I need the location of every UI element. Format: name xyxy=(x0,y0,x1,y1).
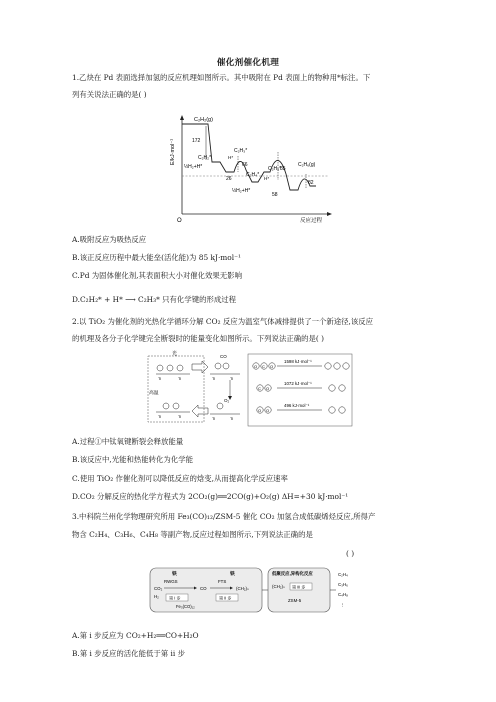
bond-energy-496: 496 kJ·mol⁻¹ xyxy=(284,403,310,408)
label-h-star: H* xyxy=(228,155,234,160)
rwgs-label: RWGS xyxy=(164,579,178,584)
product-c3h6: C₃H₆ xyxy=(338,582,348,587)
co-label: CO xyxy=(200,586,207,591)
label-c2h5-ads: C₂H₅* xyxy=(268,166,282,172)
h2-label: H₂ xyxy=(154,594,159,599)
y-axis-label: E/kJ·mol⁻¹ xyxy=(170,138,176,166)
label-66: 66 xyxy=(242,162,248,168)
label-half-h2-2: ½H₂+H* xyxy=(232,188,251,194)
q1-option-d xyxy=(72,294,236,305)
q2-option-a: A.过程①中钛氧键断裂会释放能量 xyxy=(72,437,184,446)
product-c2h4: C₂H₄ xyxy=(338,572,348,577)
label-85: 85 xyxy=(280,166,286,172)
bond-energy-1598: 1598 kJ·mol⁻¹ xyxy=(284,359,312,364)
label-58: 58 xyxy=(272,192,278,198)
svg-text:CO: CO xyxy=(220,354,227,359)
step-1-arrow xyxy=(192,361,208,373)
zsm5-label: ZSM-5 xyxy=(288,598,302,603)
svg-text:Ti: Ti xyxy=(212,376,216,381)
label-c2h2-ads: C₂H₂* xyxy=(198,155,212,161)
q1-option-a: A.吸附反应为吸热反应 xyxy=(72,235,147,244)
q1-option-b: B.该正反应历程中最大能垒(活化能)为 85 kJ·mol⁻¹ xyxy=(72,253,241,262)
q1-stem-line-1: 1.乙炔在 Pd 表面选择加氢的反应机理如图所示。其中吸附在 Pd 表面上的物种用*标注。下 xyxy=(72,73,371,82)
q2-option-b: B.该反应中,光能和热能转化为化学能 xyxy=(72,455,193,464)
q3-stem-line-3: ( ) xyxy=(346,549,355,558)
origin-label: O xyxy=(177,218,182,224)
svg-text:Ti: Ti xyxy=(158,376,162,381)
q2-stem-line-2: 的机理及各分子化学键完全断裂时的能量变化如图所示。下列说法正确的是( ) xyxy=(72,334,325,343)
svg-text:Ti: Ti xyxy=(178,414,182,419)
bond-energy-1072: 1072 kJ·mol⁻¹ xyxy=(284,381,312,386)
svg-text:O: O xyxy=(266,408,270,413)
q1-option-c: C.Pd 为固体催化剂,其表面积大小对催化效果无影响 xyxy=(72,271,242,280)
fts-label: FTS xyxy=(218,579,227,584)
step-iii-label: 第 iii 步 xyxy=(292,584,306,590)
label-82: 82 xyxy=(308,180,314,186)
label-172: 172 xyxy=(192,138,201,144)
label-c2h4-ads: C₂H₄* xyxy=(246,172,260,178)
q2-mechanism-diagram xyxy=(146,350,356,430)
x-axis-arrow xyxy=(327,212,332,216)
q1-stem-line-2: 列有关说法正确的是( ) xyxy=(72,90,147,99)
q2-stem-line-1: 2.以 TiO₂ 为催化剂的光热化学循环分解 CO₂ 反应为温室气体减排提供了一个新途径,该反应 xyxy=(72,317,374,326)
step-ii-label: 第 ii 步 xyxy=(219,595,232,601)
label-c2h6-gas: C₂H₆(g) xyxy=(298,162,316,168)
q3-option-a: A.第 i 步反应为 CO₂+H₂══CO+H₂O xyxy=(72,631,199,640)
label-h-star-2: H* xyxy=(264,176,270,181)
bond-o2 xyxy=(257,403,345,413)
product-c4h8: C₄H₈ xyxy=(338,592,348,597)
svg-text:Ti: Ti xyxy=(158,414,162,419)
bond-co2 xyxy=(253,359,349,369)
co2-label: CO₂ xyxy=(154,586,163,591)
svg-text:Ti: Ti xyxy=(212,416,216,421)
label-c2h3-ads: C₂H₃* xyxy=(234,148,248,154)
svg-text:C: C xyxy=(258,386,261,391)
q3-option-b: B.第 i 步反应的活化能低于第 ii 步 xyxy=(72,649,185,658)
ti-o-lattice-right xyxy=(210,354,240,381)
high-temp-label: 高温 xyxy=(149,391,159,396)
fe-catalyst-label: Fe₃(CO)₁₂ xyxy=(176,604,195,609)
svg-text:C: C xyxy=(262,364,265,369)
page-title: 催化剂催化机理 xyxy=(216,58,280,68)
y-axis-arrow xyxy=(180,115,184,120)
q3-stem-line-2: 物含 C₂H₄、C₃H₆、C₄H₈ 等副产物,反应过程如图所示,下列说法正确的是 xyxy=(72,530,313,539)
box2-title: 铁 xyxy=(230,572,235,577)
svg-text:O: O xyxy=(254,364,258,369)
q1-energy-diagram xyxy=(168,114,338,226)
svg-text:Ti: Ti xyxy=(230,416,234,421)
ch2-label: (CH₂)ₙ xyxy=(236,586,249,591)
step-i-label: 第 i 步 xyxy=(169,595,181,601)
svg-text:O: O xyxy=(270,364,274,369)
x-axis-label: 反应过程 xyxy=(300,218,323,224)
svg-text:Ti: Ti xyxy=(230,376,234,381)
bond-co xyxy=(257,381,345,391)
label-half-h2: ½H₂+H* xyxy=(184,164,203,170)
svg-text:O: O xyxy=(258,408,262,413)
svg-text:Ti: Ti xyxy=(178,376,182,381)
label-c2h2-gas: C₂H₂(g) xyxy=(194,117,213,123)
ti-o-lattice-top xyxy=(156,365,190,381)
svg-text:O: O xyxy=(266,386,270,391)
svg-text:O₂: O₂ xyxy=(224,398,230,403)
product-more: ⋮ xyxy=(340,602,345,607)
ti-o-lattice-lower-right xyxy=(210,398,240,421)
box3-title: 低聚反应,异构化反应 xyxy=(272,571,313,576)
step-3-arrow xyxy=(192,405,208,417)
ti-o-lattice-bottom xyxy=(156,403,190,419)
q3-stem-line-1: 3.中科院兰州化学物理研究所用 Fe₃(CO)₁₂/ZSM-5 催化 CO₂ 加氢合成低碳烯烃反应,所得产 xyxy=(72,512,376,521)
q1-option-d-text: 只有化学键的形成过程 xyxy=(162,295,237,304)
q1-option-d-equation: D.C₂H₂* + H* ⟶ C₂H₃* xyxy=(72,295,160,304)
ch2n-label: (CH₂)ₙ xyxy=(272,584,285,589)
label-26: 26 xyxy=(226,176,232,182)
box1-title: 铁 xyxy=(172,572,177,577)
q3-process-diagram xyxy=(148,564,358,616)
q2-option-d: D.CO₂ 分解反应的热化学方程式为 2CO₂(g)══2CO(g)+O₂(g) ΔH=+30 kJ·mol⁻¹ xyxy=(72,492,349,501)
q2-option-c: C.使用 TiO₂ 作催化剂可以降低反应的焓变,从而提高化学反应速率 xyxy=(72,474,288,483)
light-label: 光 xyxy=(172,351,178,357)
